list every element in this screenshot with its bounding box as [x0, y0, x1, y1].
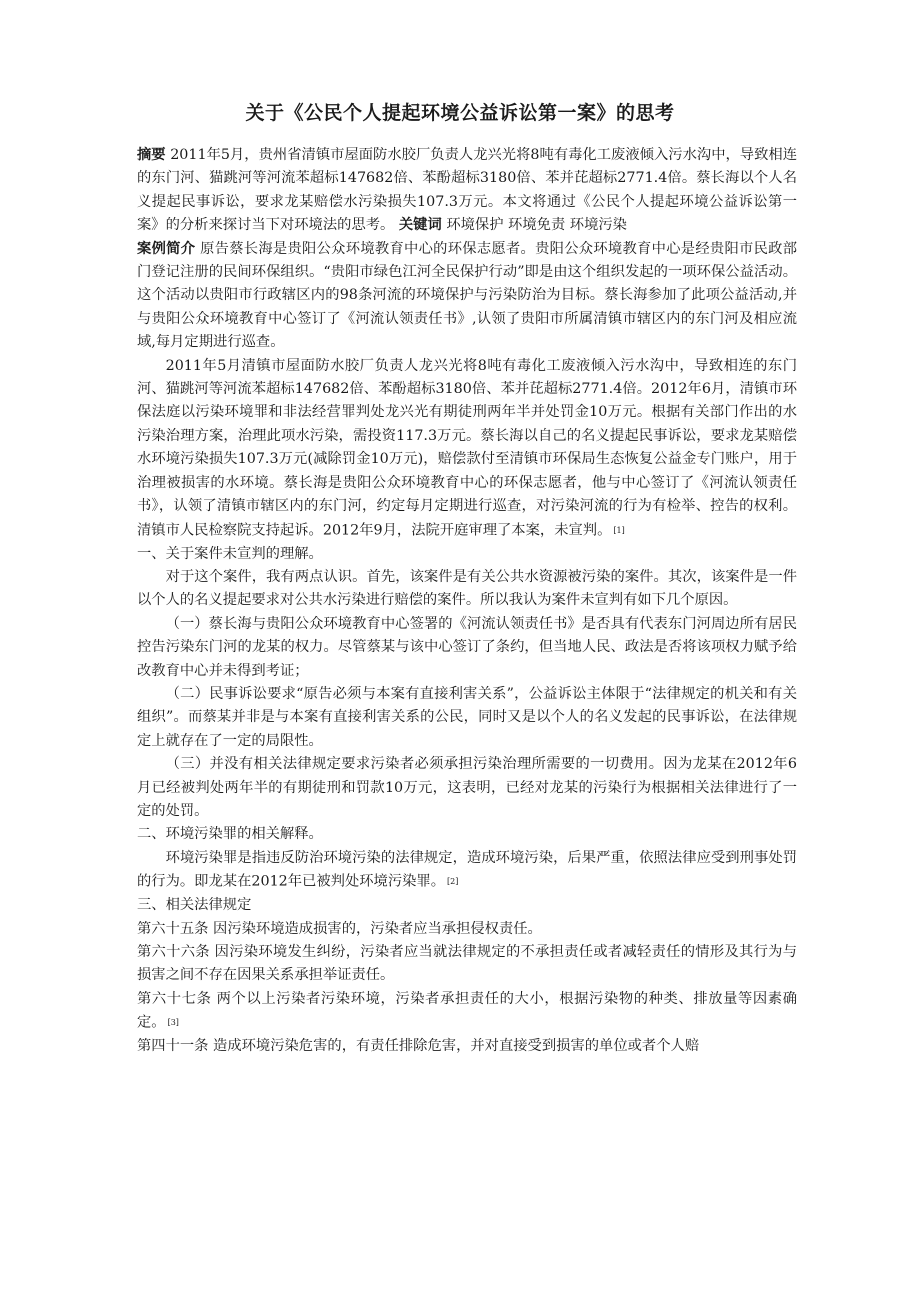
case-intro-paragraph: [137, 238, 797, 355]
keywords-label: 关键词: [398, 217, 442, 234]
keywords-text: 环境保护 环境免责 环境污染: [446, 217, 627, 234]
abstract-paragraph: [137, 144, 797, 238]
section-3-heading: 三、相关法律规定: [137, 897, 252, 914]
footnote-ref-1: [1]: [613, 525, 625, 535]
abstract-text: 2011年5月，贵州省清镇市屋面防水胶厂负责人龙兴光将8吨有毒化工废液倾入污水沟中，导致相连的东门河、猫跳河等河流苯超标147682倍、苯酚超标3180倍、苯并芘超标2771.4倍。蔡长海以个人名义提起民事诉讼，要求龙某赔偿水污染损失107.3万元。本文将通过《公民个人提起环境公益诉讼第一案》的分析来探讨当下对环境法的思考。: [137, 147, 798, 234]
case-intro-text: 原告蔡长海是贵阳公众环境教育中心的环保志愿者。贵阳公众环境教育中心是经贵阳市民政部门登记注册的民间环保组织。“贵阳市绿色江河全民保护行动”即是由这个组织发起的一项环保公益活动。这个活动以贵阳市行政辖区内的98条河流的环境保护与污染防治为目标。蔡长海参加了此项公益活动,并与贵阳公众环境教育中心签订了《河流认领责任书》,认领了贵阳市所属清镇市辖区内的东门河及相应流域,每月定期进行巡查。: [137, 240, 798, 351]
article-65: 第六十五条 因污染环境造成损害的，污染者应当承担侵权责任。: [137, 920, 542, 937]
section-1-point-1: （一）蔡长海与贵阳公众环境教育中心签署的《河流认领责任书》是否具有代表东门河周边所有居民控告污染东门河的龙某的权力。尽管蔡某与该中心签订了条约，但当地人民、政法是否将该项权力赋予给改教育中心并未得到考证；: [137, 615, 797, 679]
case-detail-text: 2011年5月清镇市屋面防水胶厂负责人龙兴光将8吨有毒化工废液倾入污水沟中，导致相连的东门河、猫跳河等河流苯超标147682倍、苯酚超标3180倍、苯并芘超标2771.4倍。2012年6月，清镇市环保法庭以污染环境罪和非法经营罪判处龙兴光有期徒刑两年半并处罚金10万元。根据有关部门作出的水污染治理方案，治理此项水污染，需投资117.3万元。蔡长海以自己的名义提起民事诉讼，要求龙某赔偿水环境污染损失107.3万元(减除罚金10万元)，赔偿款付至清镇市环保局生态恢复公益金专门账户，用于治理被损害的水环境。蔡长海是贵阳公众环境教育中心的环保志愿者，他与中心签订了《河流认领责任书》，认领了清镇市辖区内的东门河，约定每月定期进行巡查，对污染河流的行为有检举、控告的权利。清镇市人民检察院支持起诉。2012年9月，法院开庭审理了本案，未宣判。: [137, 357, 797, 539]
footnote-ref-2: [2]: [447, 877, 459, 887]
document-title: 关于《公民个人提起环境公益诉讼第一案》的思考: [245, 102, 675, 124]
section-2-body: 环境污染罪是指违反防治环境污染的法律规定，造成环境污染，后果严重，依照法律应受到刑事处罚的行为。即龙某在2012年已被判处环境污染罪。: [137, 849, 797, 890]
article-41: 第四十一条 造成环境污染危害的，有责任排除危害，并对直接受到损害的单位或者个人赔: [137, 1038, 700, 1055]
document-body: [137, 144, 797, 1059]
footnote-ref-3: [3]: [167, 1018, 179, 1028]
section-1-point-3: （三）并没有相关法律规定要求污染者必须承担污染治理所需要的一切费用。因为龙某在2012年6月已经被判处两年半的有期徒刑和罚款10万元，这表明，已经对龙某的污染行为根据相关法律进行了一定的处罚。: [137, 756, 797, 819]
article-67-text: 第六十七条 两个以上污染者污染环境，污染者承担责任的大小，根据污染物的种类、排放量等因素确定。: [137, 990, 797, 1031]
abstract-label: 摘要: [137, 147, 166, 163]
article-66: 第六十六条 因污染环境发生纠纷，污染者应当就法律规定的不承担责任或者减轻责任的情形及其行为与损害之间不存在因果关系承担举证责任。: [137, 944, 797, 984]
case-detail-paragraph: [137, 355, 797, 543]
article-67: [137, 988, 797, 1035]
section-2-text: [137, 847, 797, 894]
case-label: 案例简介: [137, 240, 196, 257]
section-1-heading: 一、关于案件未宣判的理解。: [137, 545, 323, 562]
section-1-intro: 对于这个案件，我有两点认识。首先，该案件是有关公共水资源被污染的案件。其次，该案件是一件以个人的名义提起要求对公共水污染进行赔偿的案件。所以我认为案件未宣判有如下几个原因。: [137, 568, 797, 609]
section-2-heading: 二、环境污染罪的相关解释。: [137, 826, 323, 843]
section-1-point-2: （二）民事诉讼要求“原告必须与本案有直接利害关系”，公益诉讼主体限于“法律规定的机关和有关组织”。而蔡某并非是与本案有直接利害关系的公民，同时又是以个人的名义发起的民事诉讼，在法律规定上就存在了一定的局限性。: [137, 685, 797, 749]
